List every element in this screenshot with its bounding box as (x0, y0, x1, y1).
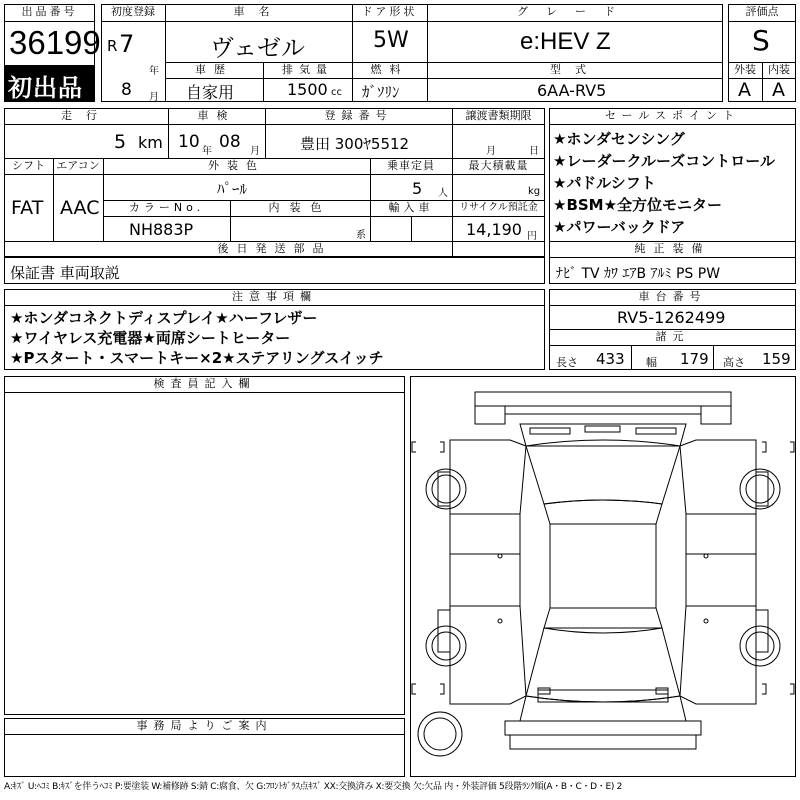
office-notes-label: 事務局よりご案内 (136, 719, 273, 732)
first-listing-badge-text: 初出品 (8, 74, 83, 102)
transfer-day-unit: 日 (529, 146, 539, 157)
chassis-value: RV5-1262499 (617, 308, 726, 327)
details-box (4, 108, 545, 257)
interior-color-suffix: 系 (356, 230, 366, 241)
lot-number: 36199 (9, 24, 101, 61)
model-code-label: 型式 (550, 63, 600, 76)
grade-label: グレード (517, 5, 633, 18)
remark-item: ★ホンダコネクトディスプレイ★ハーフレザー (10, 309, 318, 327)
mileage-unit: km (138, 133, 163, 152)
transfer-month-unit: 月 (486, 146, 496, 157)
inspector-notes-box (4, 376, 405, 715)
remarks-list (10, 308, 384, 368)
history-label: 車歴 (195, 63, 233, 76)
first-reg-label: 初度登録 (111, 5, 155, 18)
remark-item: ★Pスタート・スマートキー×2★ステアリングスイッチ (10, 349, 384, 367)
car-name: ヴェゼル (210, 34, 306, 62)
aircon-value: AAC (60, 197, 100, 219)
capacity-label: 乗車定員 (387, 159, 435, 172)
exterior-score: A (738, 79, 751, 101)
color-no-label: カラーNo. (128, 201, 205, 214)
interior-color-label: 内装色 (268, 201, 332, 214)
exterior-color-value: ﾊﾟｰﾙ (217, 180, 248, 198)
transfer-label: 譲渡書類期限 (465, 109, 532, 122)
width-value: 179 (680, 350, 709, 368)
length-label: 長さ (556, 356, 578, 369)
score-label: 評価点 (745, 5, 779, 18)
displacement-unit: cc (331, 87, 342, 98)
exterior-color-label: 外装色 (208, 159, 265, 172)
capacity-value: 5 (412, 179, 423, 198)
doors-value: 5W (373, 28, 409, 53)
mileage-value: 5 (114, 131, 127, 153)
doors-label: ドア形状 (361, 5, 418, 18)
sales-point-item: ★BSM★全方位モニター (553, 196, 723, 214)
inspection-year-unit: 年 (202, 146, 212, 157)
max-load-unit: kg (528, 186, 541, 197)
first-reg-era: R (107, 37, 118, 55)
mileage-label: 走行 (61, 109, 111, 122)
chassis-label: 車台番号 (638, 290, 707, 303)
specs-label: 諸元 (655, 330, 690, 343)
registration-value: 豊田 300ﾔ5512 (300, 135, 410, 153)
later-parts-label: 後日発送部品 (217, 242, 332, 255)
inspector-notes-label: 検査員記入欄 (153, 377, 256, 390)
inspection-month: 08 (219, 132, 241, 152)
inspection-label: 車検 (197, 109, 236, 122)
car-name-label: 車名 (233, 5, 284, 18)
sales-point-item: ★パドルシフト (553, 174, 656, 192)
capacity-unit: 人 (438, 188, 448, 199)
height-value: 159 (762, 350, 791, 368)
shift-value: FAT (11, 197, 44, 219)
shift-label: シフト (12, 159, 45, 172)
grade-value: e:HEV Z (520, 28, 611, 55)
color-no-value: NH883P (129, 220, 194, 239)
history-value: 自家用 (186, 83, 235, 102)
aircon-label: エアコン (56, 159, 100, 172)
first-reg-month: 8 (121, 80, 132, 100)
fuel-value: ｶﾞｿﾘﾝ (362, 83, 400, 101)
score-value: S (752, 24, 770, 57)
inspection-year: 10 (178, 132, 200, 152)
displacement-value: 1500 (287, 80, 328, 99)
standard-equipment-value: ﾅﾋﾞ TV ｶﾜ ｴｱB ｱﾙﾐ PS PW (556, 266, 721, 282)
fuel-label: 燃料 (370, 63, 409, 76)
sales-point-item: ★ホンダセンシング (553, 130, 685, 148)
lot-number-label: 出品番号 (21, 5, 78, 18)
height-label: 高さ (723, 356, 745, 369)
exterior-score-label: 外装 (734, 63, 756, 76)
registration-label: 登録番号 (324, 109, 393, 122)
remark-item: ★ワイヤレス充電器★両席シートヒーター (10, 329, 291, 347)
car-damage-diagram (410, 376, 796, 777)
standard-equipment-label: 純正装備 (634, 242, 711, 255)
damage-legend: A:ｷｽﾞ U:ﾍｺﾐ B:ｷｽﾞを伴うﾍｺﾐ P:要塗装 W:補修跡 S:錆 C:腐食、欠 G:ﾌﾛﾝﾄｶﾞﾗｽ点ｷｽﾞ XX:交換済み X:要交換 欠:欠品 内・外装評価 5段階ﾗﾝｸ順(A・B・C・D・E) 2 (4, 782, 623, 792)
width-label: 幅 (646, 356, 657, 369)
first-reg-year-unit: 年 (149, 66, 159, 77)
model-code-value: 6AA-RV5 (537, 81, 607, 100)
sales-points-label: セールスポイント (604, 109, 740, 122)
later-parts-value: 保証書 車両取説 (10, 264, 120, 282)
interior-score: A (772, 79, 785, 101)
interior-score-label: 内装 (768, 63, 790, 76)
max-load-label: 最大積載量 (468, 159, 529, 172)
inspection-month-unit: 月 (250, 146, 260, 157)
import-label: 輸入車 (388, 201, 434, 214)
sales-point-item: ★レーダークルーズコントロール (553, 152, 775, 170)
first-reg-year: 7 (119, 30, 135, 58)
recycle-value: 14,190 (466, 220, 522, 239)
sales-points-list (553, 128, 775, 238)
recycle-label: リサイクル預託金 (459, 202, 538, 213)
first-reg-month-unit: 月 (149, 92, 159, 103)
displacement-label: 排気量 (282, 63, 333, 76)
sales-point-item: ★パワーバックドア (553, 218, 686, 236)
remarks-label: 注意事項欄 (232, 290, 317, 303)
length-value: 433 (596, 350, 625, 368)
recycle-unit: 円 (527, 231, 537, 242)
